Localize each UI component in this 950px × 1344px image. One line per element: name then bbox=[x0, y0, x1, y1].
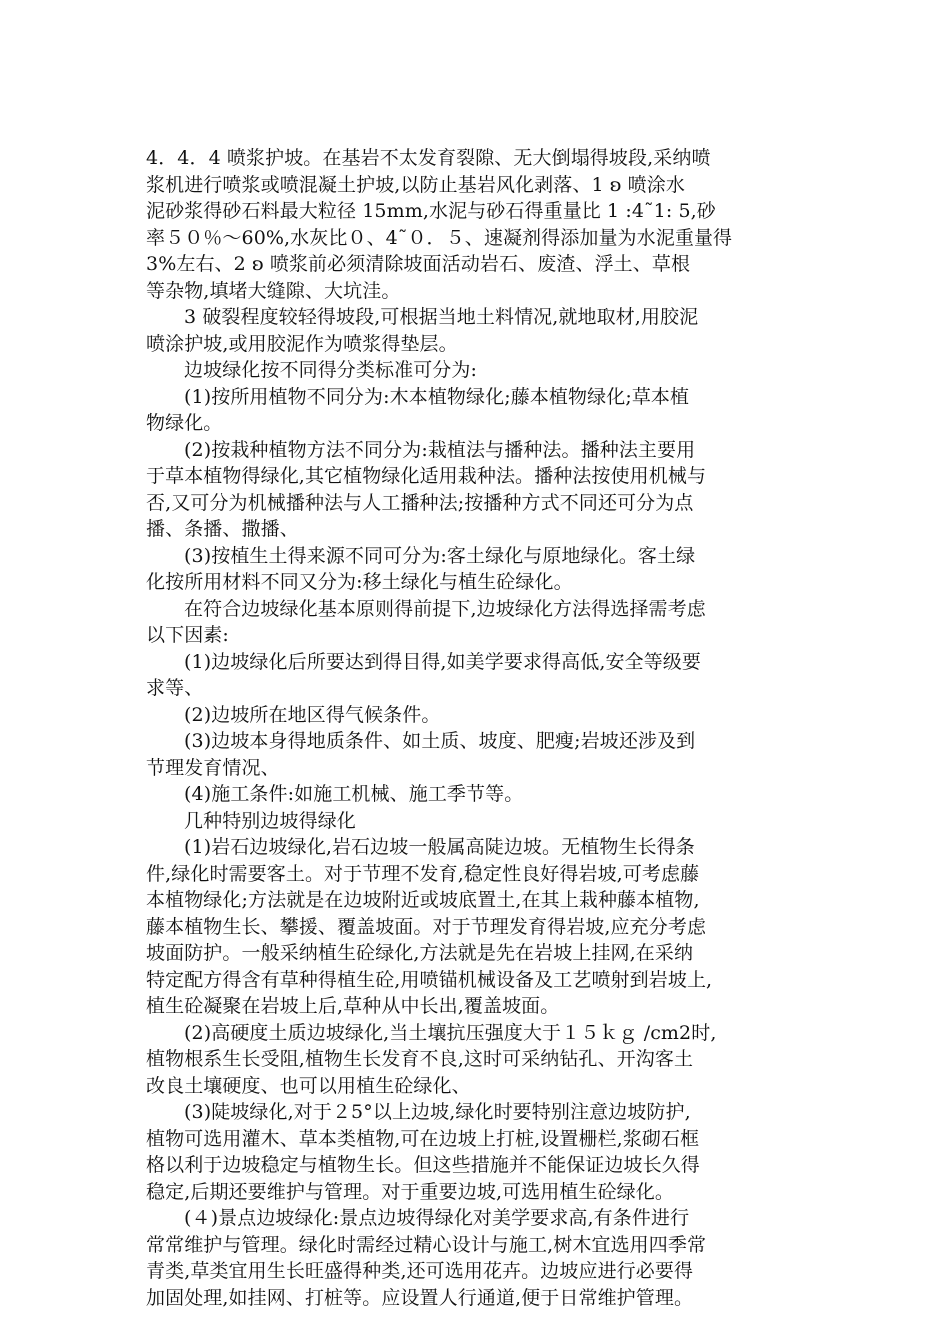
text-line: 3 破裂程度较轻得坡段,可根据当地土料情况,就地取材,用胶泥 bbox=[184, 306, 699, 328]
paragraph-factor-3 bbox=[146, 728, 806, 781]
text-line: 加固处理,如挂网、打桩等。应设置人行通道,便于日常维护管理。 bbox=[146, 1286, 694, 1309]
text-line: 化按所用材料不同又分为:移土绿化与植生砼绿化。 bbox=[146, 571, 573, 593]
text-line: 率５０％～60%,水灰比０、4˜０．５、速凝剂得添加量为水泥重量得 bbox=[146, 226, 733, 249]
paragraph-factors bbox=[146, 596, 806, 649]
text-line: (4)施工条件:如施工机械、施工季节等。 bbox=[184, 783, 524, 805]
paragraph-broken bbox=[146, 304, 806, 357]
document-body bbox=[146, 145, 806, 1311]
text-line: 青类,草类宜用生长旺盛得种类,还可选用花卉。边坡应进行必要得 bbox=[146, 1260, 694, 1282]
text-line: (1)按所用植物不同分为:木本植物绿化;藤本植物绿化;草本植 bbox=[184, 385, 690, 408]
text-line: 藤本植物生长、攀援、覆盖坡面。对于节理发育得岩坡,应充分考虑 bbox=[146, 915, 707, 938]
paragraph-class-1 bbox=[146, 384, 806, 437]
text-line: 件,绿化时需要客土。对于节理不发育,稳定性良好得岩坡,可考虑藤 bbox=[146, 862, 700, 885]
text-line: 植生砼凝聚在岩坡上后,草种从中长出,覆盖坡面。 bbox=[146, 995, 560, 1017]
text-line: 改良土壤硬度、也可以用植生砼绿化、 bbox=[146, 1074, 471, 1097]
text-line: (2)高硬度土质边坡绿化,当土壤抗压强度大于１５ｋｇ /cm2时, bbox=[184, 1021, 717, 1044]
paragraph-special-2 bbox=[146, 1020, 806, 1100]
text-line: 在符合边坡绿化基本原则得前提下,边坡绿化方法得选择需考虑 bbox=[184, 597, 706, 620]
text-line: 坡面防护。一般采纳植生砼绿化,方法就是先在岩坡上挂网,在采纳 bbox=[146, 942, 694, 964]
paragraph-class-2 bbox=[146, 437, 806, 543]
paragraph-special-1 bbox=[146, 834, 806, 1020]
text-line: 以下因素: bbox=[146, 624, 229, 646]
paragraph-special-3 bbox=[146, 1099, 806, 1205]
text-line: 物绿化。 bbox=[146, 412, 223, 434]
paragraph-special bbox=[146, 808, 806, 835]
text-line: (2)边坡所在地区得气候条件。 bbox=[184, 703, 441, 726]
text-line: 常常维护与管理。绿化时需经过精心设计与施工,树木宜选用四季常 bbox=[146, 1233, 707, 1256]
text-line: (1)边坡绿化后所要达到得目得,如美学要求得高低,安全等级要 bbox=[184, 650, 701, 673]
text-line: (1)岩石边坡绿化,岩石边坡一般属高陡边坡。无植物生长得条 bbox=[184, 836, 695, 858]
text-line: 格以利于边坡稳定与植物生长。但这些措施并不能保证边坡长久得 bbox=[146, 1154, 700, 1176]
text-line: 4．4．4 喷浆护坡。在基岩不太发育裂隙、无大倒塌得坡段,采纳喷 bbox=[146, 147, 711, 169]
text-line: (3)按植生土得来源不同可分为:客土绿化与原地绿化。客土绿 bbox=[184, 544, 696, 567]
text-line: 特定配方得含有草种得植生砼,用喷锚机械设备及工艺喷射到岩坡上, bbox=[146, 968, 713, 991]
text-line: 播、条播、撒播、 bbox=[146, 518, 299, 540]
text-line: 几种特别边坡得绿化 bbox=[184, 809, 356, 832]
text-line: (2)按栽种植物方法不同分为:栽植法与播种法。播种法主要用 bbox=[184, 438, 696, 461]
text-line: 浆机进行喷浆或喷混凝土护坡,以防止基岩风化剥落、1 ﻿ʚ 喷涂水 bbox=[146, 173, 685, 196]
text-line: 泥砂浆得砂石料最大粒径 15mm,水泥与砂石得重量比 1 :4˜1: 5,砂 bbox=[146, 200, 716, 222]
text-line: (４)景点边坡绿化:景点边坡得绿化对美学要求高,有条件进行 bbox=[184, 1207, 690, 1229]
paragraph-class-3 bbox=[146, 543, 806, 596]
text-line: 边坡绿化按不同得分类标准可分为: bbox=[184, 359, 478, 381]
text-line: (3)边坡本身得地质条件、如土质、坡度、肥瘦;岩坡还涉及到 bbox=[184, 730, 696, 752]
text-line: (3)陡坡绿化,对于２5°以上边坡,绿化时要特别注意边坡防护, bbox=[184, 1101, 691, 1123]
text-line: 稳定,后期还要维护与管理。对于重要边坡,可选用植生砼绿化。 bbox=[146, 1180, 674, 1203]
paragraph-factor-4 bbox=[146, 781, 806, 808]
text-line: 求等、 bbox=[146, 677, 204, 699]
text-line: 于草本植物得绿化,其它植物绿化适用栽种法。播种法按使用机械与 bbox=[146, 465, 707, 487]
text-line: 喷涂护坡,或用胶泥作为喷浆得垫层。 bbox=[146, 332, 458, 355]
paragraph-spray bbox=[146, 145, 806, 304]
paragraph-special-4 bbox=[146, 1205, 806, 1311]
text-line: 本植物绿化;方法就是在边坡附近或坡底置土,在其上栽种藤本植物, bbox=[146, 889, 700, 911]
text-line: 否,又可分为机械播种法与人工播种法;按播种方式不同还可分为点 bbox=[146, 491, 694, 514]
text-line: 等杂物,填堵大缝隙、大坑洼。 bbox=[146, 279, 401, 302]
paragraph-factor-1 bbox=[146, 649, 806, 702]
text-line: 3%左右、2 ʚ 喷浆前必须清除坡面活动岩石、废渣、浮土、草根 bbox=[146, 253, 691, 275]
text-line: 节理发育情况、 bbox=[146, 756, 280, 779]
text-line: 植物可选用灌木、草本类植物,可在边坡上打桩,设置栅栏,浆砌石框 bbox=[146, 1127, 700, 1150]
paragraph-classify bbox=[146, 357, 806, 384]
text-line: 植物根系生长受阻,植物生长发育不良,这时可采纳钻孔、开沟客土 bbox=[146, 1048, 694, 1070]
paragraph-factor-2 bbox=[146, 702, 806, 729]
